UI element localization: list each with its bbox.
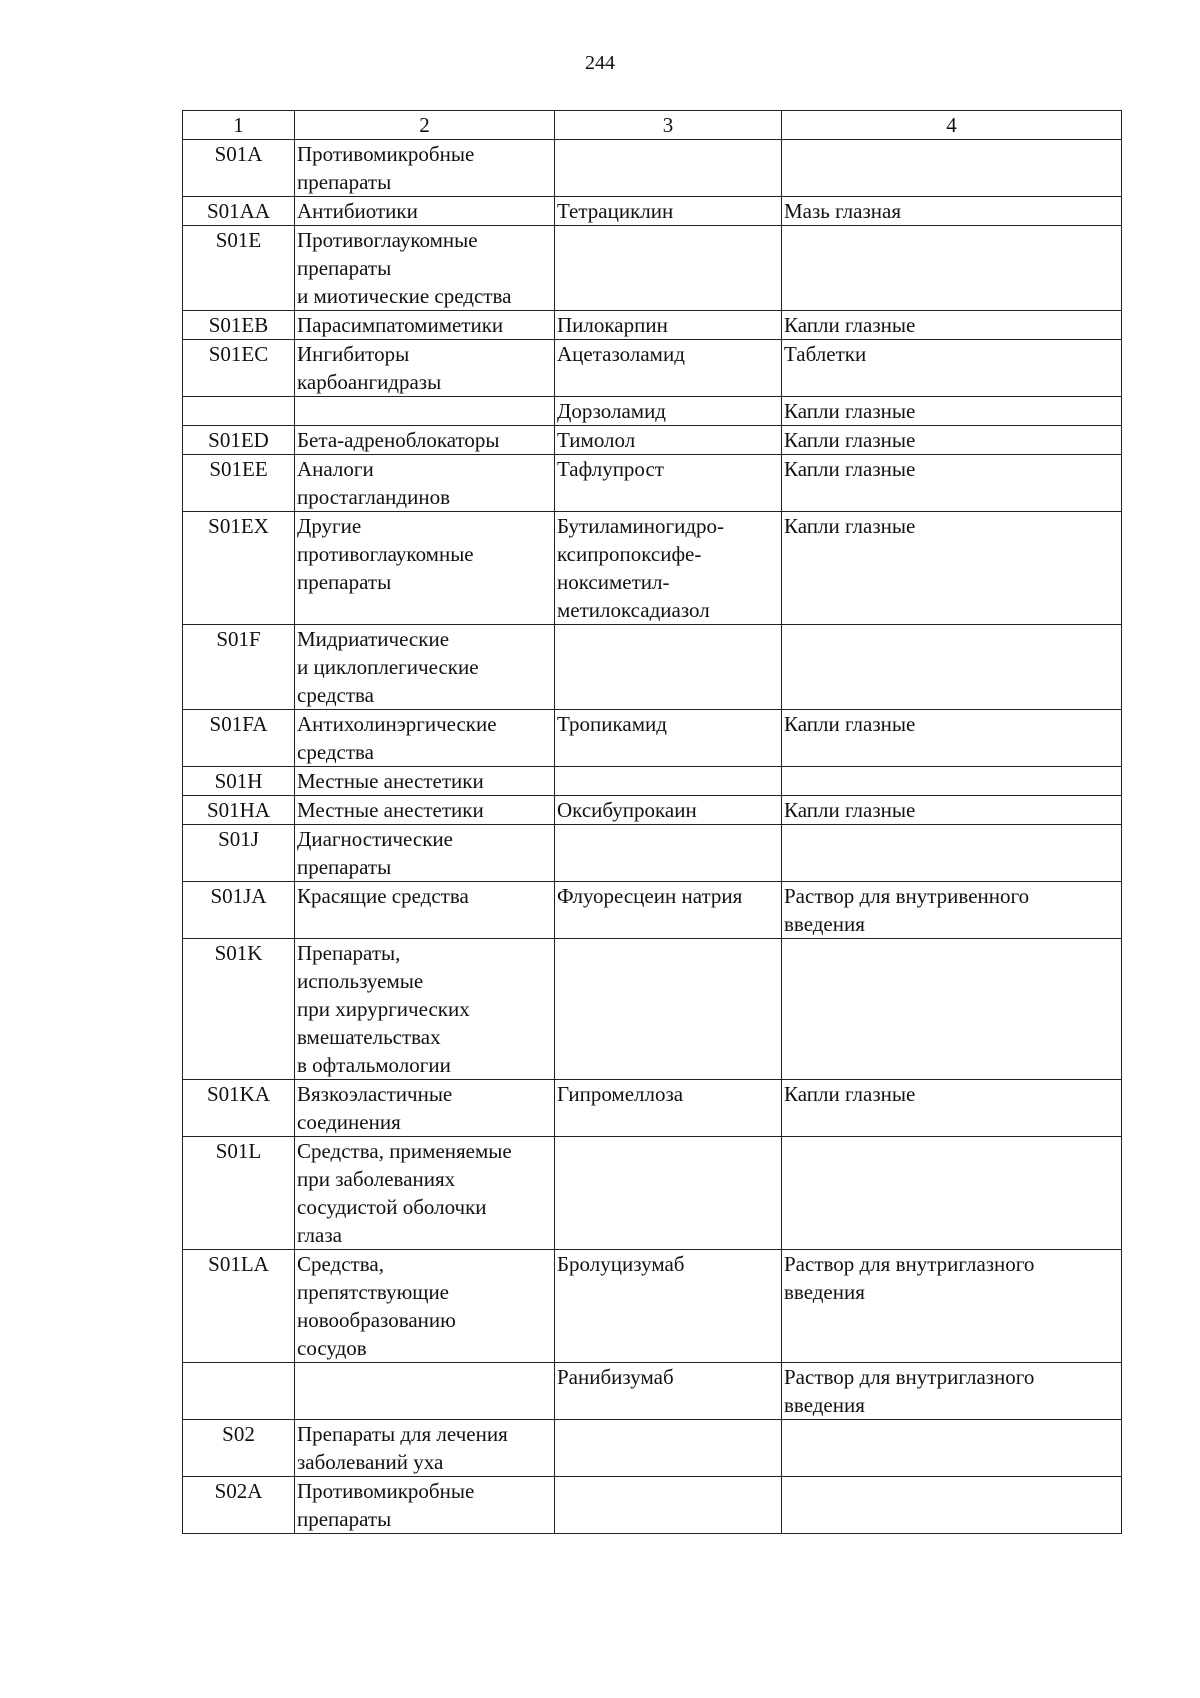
group-name-cell [295, 1363, 555, 1420]
dosage-form-cell: Капли глазные [782, 397, 1122, 426]
atc-code-cell: S01AA [183, 197, 295, 226]
table-row [183, 625, 1122, 710]
dosage-form-cell: Капли глазные [782, 512, 1122, 625]
group-name-cell: Парасимпатомиметики [295, 311, 555, 340]
table-row [183, 767, 1122, 796]
group-name-cell: Антибиотики [295, 197, 555, 226]
atc-code-cell: S01EC [183, 340, 295, 397]
drug-name-cell [555, 767, 782, 796]
table-body [183, 140, 1122, 1534]
group-name-cell: Препараты для лечения заболеваний уха [295, 1420, 555, 1477]
atc-code-cell: S02A [183, 1477, 295, 1534]
group-name-cell: Противоглаукомные препараты и миотические средства [295, 226, 555, 311]
atc-code-cell: S01EX [183, 512, 295, 625]
group-name-cell: Бета-адреноблокаторы [295, 426, 555, 455]
group-name-cell: Средства, препятствующие новообразованию сосудов [295, 1250, 555, 1363]
table-row [183, 197, 1122, 226]
table-row [183, 1250, 1122, 1363]
column-header: 4 [782, 111, 1122, 140]
table-row [183, 796, 1122, 825]
table-row [183, 512, 1122, 625]
drug-name-cell: Бутиламиногидро- ксипропоксифе- ноксиметил- метилоксадиазол [555, 512, 782, 625]
atc-code-cell: S01KA [183, 1080, 295, 1137]
atc-code-cell: S01A [183, 140, 295, 197]
table-row [183, 939, 1122, 1080]
drug-name-cell: Тафлупрост [555, 455, 782, 512]
column-header: 3 [555, 111, 782, 140]
drug-name-cell: Ранибизумаб [555, 1363, 782, 1420]
atc-code-cell: S01ED [183, 426, 295, 455]
dosage-form-cell [782, 226, 1122, 311]
dosage-form-cell: Капли глазные [782, 455, 1122, 512]
group-name-cell: Местные анестетики [295, 767, 555, 796]
group-name-cell: Вязкоэластичные соединения [295, 1080, 555, 1137]
table-row [183, 1477, 1122, 1534]
dosage-form-cell [782, 767, 1122, 796]
table-row [183, 1080, 1122, 1137]
drug-name-cell [555, 825, 782, 882]
atc-code-cell: S01EB [183, 311, 295, 340]
table-row [183, 825, 1122, 882]
table-row [183, 455, 1122, 512]
dosage-form-cell: Капли глазные [782, 426, 1122, 455]
drug-name-cell: Ацетазоламид [555, 340, 782, 397]
table-row [183, 882, 1122, 939]
drug-name-cell: Гипромеллоза [555, 1080, 782, 1137]
group-name-cell: Диагностические препараты [295, 825, 555, 882]
group-name-cell: Ингибиторы карбоангидразы [295, 340, 555, 397]
table-row [183, 226, 1122, 311]
table-row [183, 397, 1122, 426]
dosage-form-cell: Капли глазные [782, 796, 1122, 825]
drug-name-cell [555, 1420, 782, 1477]
column-header: 1 [183, 111, 295, 140]
drug-name-cell [555, 1137, 782, 1250]
dosage-form-cell: Капли глазные [782, 311, 1122, 340]
group-name-cell: Противомикробные препараты [295, 1477, 555, 1534]
drug-name-cell: Флуоресцеин натрия [555, 882, 782, 939]
column-header: 2 [295, 111, 555, 140]
group-name-cell: Местные анестетики [295, 796, 555, 825]
drug-name-cell: Тимолол [555, 426, 782, 455]
dosage-form-cell: Мазь глазная [782, 197, 1122, 226]
drug-name-cell: Дорзоламид [555, 397, 782, 426]
atc-code-cell: S02 [183, 1420, 295, 1477]
table-row [183, 1137, 1122, 1250]
atc-code-cell: S01J [183, 825, 295, 882]
table-row [183, 1420, 1122, 1477]
atc-code-cell: S01JA [183, 882, 295, 939]
dosage-form-cell [782, 939, 1122, 1080]
atc-code-cell: S01FA [183, 710, 295, 767]
group-name-cell: Препараты, используемые при хирургических вмешательствах в офтальмологии [295, 939, 555, 1080]
dosage-form-cell: Капли глазные [782, 710, 1122, 767]
group-name-cell [295, 397, 555, 426]
drug-name-cell [555, 226, 782, 311]
table-header-row [183, 111, 1122, 140]
atc-code-cell: S01K [183, 939, 295, 1080]
atc-code-cell [183, 1363, 295, 1420]
group-name-cell: Средства, применяемые при заболеваниях сосудистой оболочки глаза [295, 1137, 555, 1250]
drug-name-cell [555, 1477, 782, 1534]
group-name-cell: Противомикробные препараты [295, 140, 555, 197]
dosage-form-cell [782, 625, 1122, 710]
dosage-form-cell: Раствор для внутривенного введения [782, 882, 1122, 939]
atc-code-cell: S01L [183, 1137, 295, 1250]
dosage-form-cell [782, 1477, 1122, 1534]
table-row [183, 426, 1122, 455]
dosage-form-cell: Капли глазные [782, 1080, 1122, 1137]
atc-code-cell: S01LA [183, 1250, 295, 1363]
atc-code-cell [183, 397, 295, 426]
group-name-cell: Другие противоглаукомные препараты [295, 512, 555, 625]
drug-name-cell: Пилокарпин [555, 311, 782, 340]
dosage-form-cell: Раствор для внутриглазного введения [782, 1363, 1122, 1420]
drug-name-cell: Тропикамид [555, 710, 782, 767]
table-row [183, 340, 1122, 397]
atc-code-cell: S01HA [183, 796, 295, 825]
atc-code-cell: S01F [183, 625, 295, 710]
dosage-form-cell [782, 1420, 1122, 1477]
dosage-form-cell: Таблетки [782, 340, 1122, 397]
group-name-cell: Мидриатические и циклоплегические средства [295, 625, 555, 710]
drug-name-cell: Бролуцизумаб [555, 1250, 782, 1363]
atc-code-cell: S01E [183, 226, 295, 311]
table-row [183, 140, 1122, 197]
drug-name-cell: Оксибупрокаин [555, 796, 782, 825]
dosage-form-cell [782, 1137, 1122, 1250]
group-name-cell: Аналоги простагландинов [295, 455, 555, 512]
drug-table [182, 110, 1122, 1534]
drug-name-cell [555, 625, 782, 710]
table-row [183, 1363, 1122, 1420]
table-row [183, 710, 1122, 767]
table-row [183, 311, 1122, 340]
group-name-cell: Антихолинэргические средства [295, 710, 555, 767]
dosage-form-cell [782, 825, 1122, 882]
atc-code-cell: S01EE [183, 455, 295, 512]
drug-name-cell [555, 140, 782, 197]
group-name-cell: Красящие средства [295, 882, 555, 939]
dosage-form-cell: Раствор для внутриглазного введения [782, 1250, 1122, 1363]
drug-name-cell [555, 939, 782, 1080]
dosage-form-cell [782, 140, 1122, 197]
drug-name-cell: Тетрациклин [555, 197, 782, 226]
atc-code-cell: S01H [183, 767, 295, 796]
page-number: 244 [585, 52, 615, 74]
